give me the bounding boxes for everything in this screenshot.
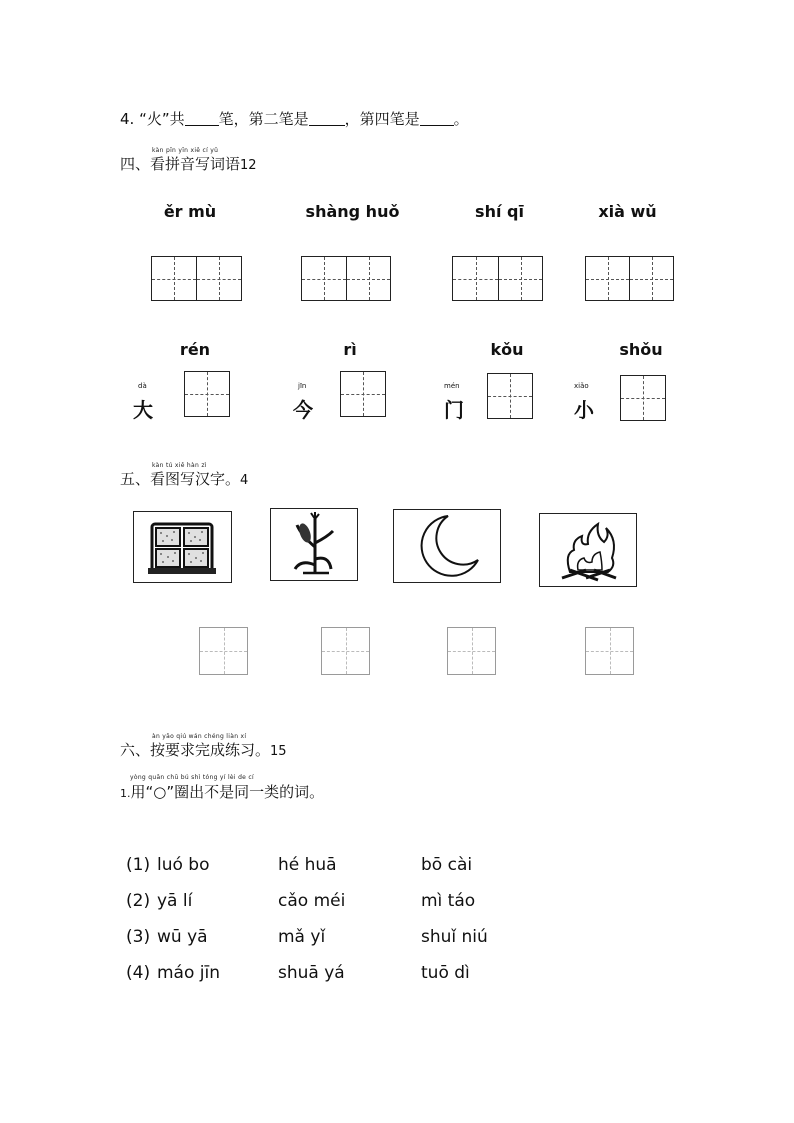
section-5-title: 五、看图写汉字。 <box>120 470 241 488</box>
writing-box[interactable] <box>498 256 543 301</box>
writing-box[interactable] <box>585 256 630 301</box>
section-5-ruby: kàn tú xiě hàn zì <box>152 462 207 469</box>
word-option[interactable]: hé huā <box>278 855 337 875</box>
writing-box[interactable] <box>151 256 197 301</box>
question-text-1: “火”共 <box>139 110 185 128</box>
writing-box[interactable] <box>585 627 634 675</box>
word-option[interactable]: tuō dì <box>421 963 470 983</box>
writing-box[interactable] <box>620 375 666 421</box>
pair-target-pinyin-4: shǒu <box>619 340 663 359</box>
word-pinyin-2: shàng huǒ <box>305 202 400 221</box>
given-char-1: 大 <box>133 398 153 422</box>
given-char-2: 今 <box>293 398 313 422</box>
picture-moon <box>393 509 501 583</box>
word-option[interactable]: shuǐ niú <box>421 927 488 947</box>
list-item: (3) <box>126 927 151 947</box>
writing-box[interactable] <box>346 256 391 301</box>
word-option[interactable]: máo jīn <box>157 963 221 983</box>
given-char-4: 小 <box>574 398 594 422</box>
sub-question-ruby: yòng quān chū bú shì tóng yí lèi de cí <box>130 774 254 781</box>
field-icon <box>134 512 230 581</box>
section-4-heading <box>120 153 257 174</box>
answer-blank-1[interactable] <box>185 111 219 126</box>
writing-box[interactable] <box>196 256 242 301</box>
answer-blank-3[interactable] <box>420 111 454 126</box>
writing-box[interactable] <box>487 373 533 419</box>
section-4-ruby: kàn pīn yīn xiě cí yǔ <box>152 147 219 154</box>
section-6-score: 15 <box>270 744 287 759</box>
picture-field <box>133 511 232 583</box>
list-item: (4) <box>126 963 151 983</box>
sub-question-1 <box>120 781 324 802</box>
section-6-ruby: àn yāo qiú wán chéng liàn xí <box>152 733 247 740</box>
writing-box[interactable] <box>321 627 370 675</box>
word-pinyin-1: ěr mù <box>163 202 217 221</box>
word-option[interactable]: mì táo <box>421 891 476 911</box>
section-5-heading <box>120 468 248 489</box>
pair-target-pinyin-2: rì <box>343 340 357 359</box>
picture-fire <box>539 513 637 587</box>
word-option[interactable]: cǎo méi <box>278 891 346 911</box>
word-option[interactable]: mǎ yǐ <box>278 927 326 947</box>
picture-corn <box>270 508 358 581</box>
writing-box[interactable] <box>447 627 496 675</box>
writing-box[interactable] <box>452 256 499 301</box>
section-6-heading <box>120 739 287 760</box>
char-pinyin-3: mén <box>444 382 460 390</box>
sub-question-number: 1. <box>120 787 131 800</box>
word-option[interactable]: bō cài <box>421 855 473 875</box>
char-pinyin-4: xiǎo <box>574 382 589 390</box>
writing-box[interactable] <box>184 371 230 417</box>
word-option[interactable]: luó bo <box>157 855 210 875</box>
section-5-score: 4 <box>240 473 249 488</box>
answer-blank-2[interactable] <box>309 111 345 126</box>
char-pinyin-2: jīn <box>298 382 307 390</box>
word-option[interactable]: yā lí <box>157 891 193 911</box>
question-number: 4. <box>120 110 135 128</box>
word-option[interactable]: shuā yá <box>278 963 345 983</box>
sub-question-text: 用“○”圈出不是同一类的词。 <box>130 783 325 801</box>
corn-plant-icon <box>271 509 356 579</box>
pair-target-pinyin-3: kǒu <box>490 340 524 359</box>
question-text-2: 笔，第二笔是 <box>218 110 309 128</box>
section-4-title: 四、看拼音写词语 <box>120 155 241 173</box>
question-4 <box>120 108 469 129</box>
writing-box[interactable] <box>629 256 674 301</box>
fire-icon <box>540 514 635 585</box>
word-pinyin-3: shí qī <box>475 202 524 221</box>
writing-box[interactable] <box>301 256 347 301</box>
section-4-score: 12 <box>240 158 257 173</box>
word-option[interactable]: wū yā <box>157 927 208 947</box>
given-char-3: 门 <box>444 398 464 422</box>
list-item: (1) <box>126 855 151 875</box>
section-6-title: 六、按要求完成练习。 <box>120 741 271 759</box>
char-pinyin-1: dà <box>138 382 147 390</box>
writing-box[interactable] <box>199 627 248 675</box>
pair-target-pinyin-1: rén <box>179 340 211 359</box>
question-text-3: ，第四笔是 <box>344 110 420 128</box>
list-item: (2) <box>126 891 151 911</box>
word-pinyin-4: xià wǔ <box>598 202 657 221</box>
writing-box[interactable] <box>340 371 386 417</box>
question-text-4: 。 <box>453 110 469 128</box>
crescent-moon-icon <box>394 510 499 581</box>
